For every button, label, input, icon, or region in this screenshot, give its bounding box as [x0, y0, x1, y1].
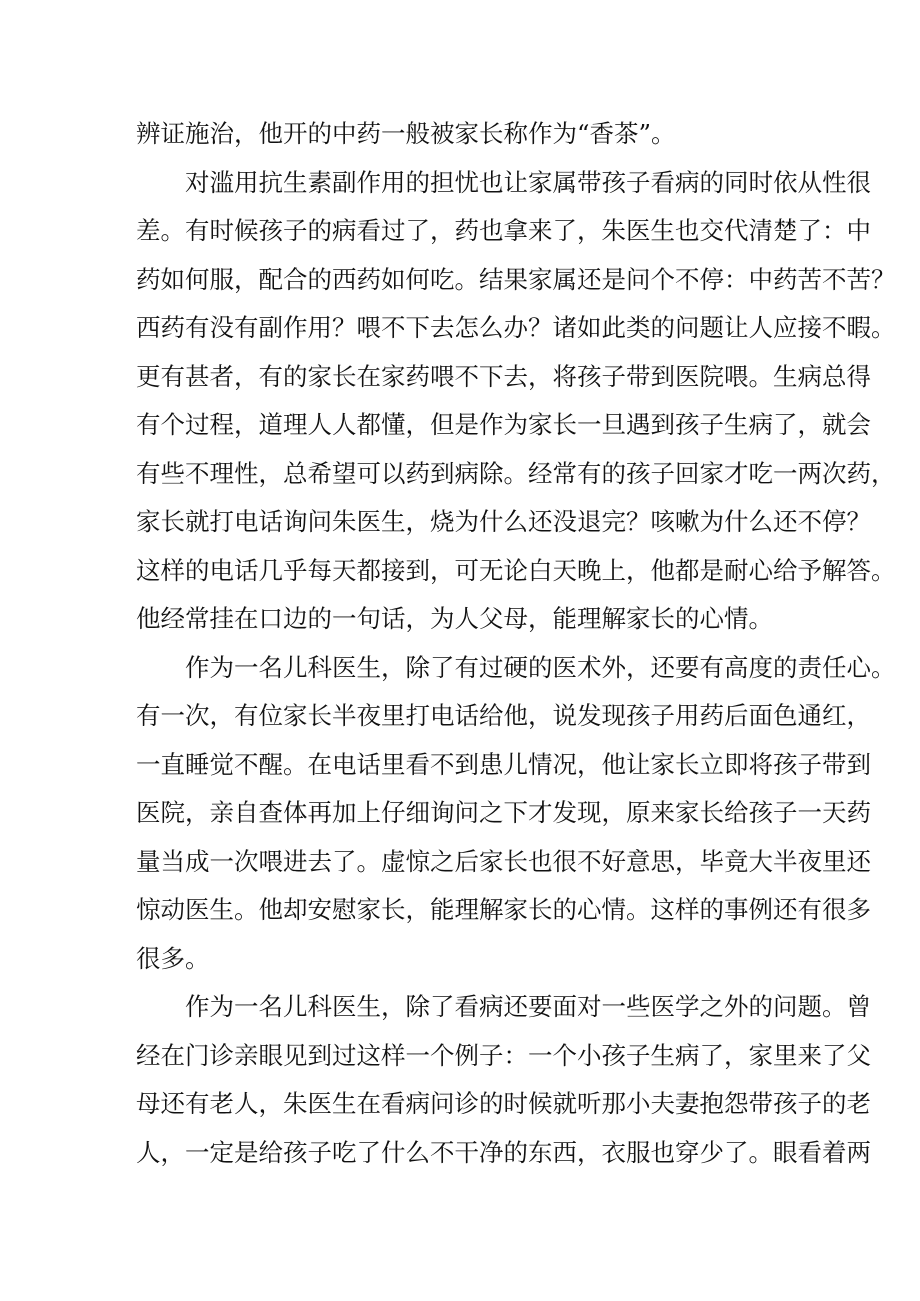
paragraph-4-line-3: 母还有老人，朱医生在看病问诊的时候就听那小夫妻抱怨带孩子的老	[136, 1089, 871, 1118]
paragraph-4-line-1: 作为一名儿科医生，除了看病还要面对一些医学之外的问题。曾	[185, 992, 871, 1021]
paragraph-2-line-1: 对滥用抗生素副作用的担忧也让家属带孩子看病的同时依从性很	[185, 167, 871, 197]
paragraph-1-line-1: 辨证施治，他开的中药一般被家长称作为“香茶”。	[136, 119, 676, 148]
paragraph-2-line-5: 更有甚者，有的家长在家药喂不下去，将孩子带到医院喂。生病总得	[136, 361, 871, 391]
paragraph-4-line-2: 经在门诊亲眼见到过这样一个例子：一个小孩子生病了，家里来了父	[136, 1040, 871, 1070]
paragraph-3-line-6: 惊动医生。他却安慰家长，能理解家长的心情。这样的事例还有很多	[136, 895, 871, 924]
paragraph-2-line-9: 这样的电话几乎每天都接到，可无论白天晚上，他都是耐心给予解答。	[136, 555, 896, 585]
paragraph-2-line-4: 西药有没有副作用？喂不下去怎么办？诸如此类的问题让人应接不暇。	[136, 313, 896, 342]
paragraph-4-line-4: 人，一定是给孩子吃了什么不干净的东西，衣服也穿少了。眼看着两	[136, 1137, 871, 1167]
body-text	[136, 110, 896, 1177]
paragraph-2-line-2: 差。有时候孩子的病看过了，药也拿来了，朱医生也交代清楚了：中	[136, 216, 871, 245]
paragraph-2-line-3: 药如何服，配合的西药如何吃。结果家属还是问个不停：中药苦不苦？	[136, 264, 896, 294]
paragraph-3-line-5: 量当成一次喂进去了。虚惊之后家长也很不好意思，毕竟大半夜里还	[136, 846, 871, 876]
paragraph-2-line-8: 家长就打电话询问朱医生，烧为什么还没退完？咳嗽为什么还不停？	[136, 507, 871, 536]
paragraph-3-line-2: 有一次，有位家长半夜里打电话给他，说发现孩子用药后面色通红，	[136, 701, 871, 730]
paragraph-3-line-1: 作为一名儿科医生，除了有过硬的医术外，还要有高度的责任心。	[185, 652, 896, 682]
paragraph-3-line-7: 很多。	[136, 943, 210, 973]
paragraph-2-line-10: 他经常挂在口边的一句话，为人父母，能理解家长的心情。	[136, 604, 773, 633]
paragraph-3-line-3: 一直睡觉不醒。在电话里看不到患儿情况，他让家长立即将孩子带到	[136, 749, 871, 779]
paragraph-3-line-4: 医院，亲自查体再加上仔细询问之下才发现，原来家长给孩子一天药	[136, 798, 871, 827]
paragraph-2-line-7: 有些不理性，总希望可以药到病除。经常有的孩子回家才吃一两次药，	[136, 458, 896, 488]
paragraph-2-line-6: 有个过程，道理人人都懂，但是作为家长一旦遇到孩子生病了，就会	[136, 410, 871, 439]
